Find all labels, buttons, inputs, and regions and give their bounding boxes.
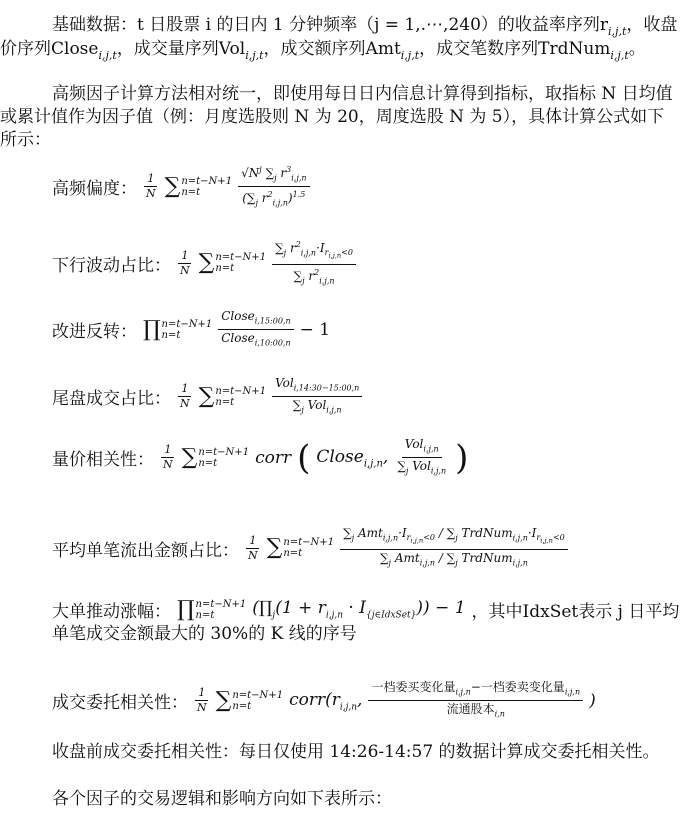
para2-line2: 或累计值作为因子值（例：月度选股则 N 为 20，周度选股 N 为 5），具体计算公式如下 (0, 107, 665, 127)
formula-label: 平均单笔流出金额占比： (52, 540, 239, 561)
formula-skewness: 高频偏度： $\frac{1}{N}$ ∑ n=t−N+1 n=t $\frac{√N^j \sum_j r^3_{i,j,n}}{(\sum_j r^2_{i,j,n})^{1.5}}$ (52, 163, 310, 211)
para4: 各个因子的交易逻辑和影响方向如下表所示： (52, 789, 392, 809)
formula-reversal: 改进反转： ∏ n=t−N+1 n=t $\frac{Close_{i,15:00,n}}{Close_{i,10:00,n}}$ − 1 (52, 309, 331, 348)
para1-line2: 价序列Close$_{i,j,t}$，成交量序列Vol$_{i,j,t}$，成交额序列Amt$_{i,j,t}$，成交笔数序列TrdNum$_{i,j,t}$。 (0, 39, 646, 62)
formula-label: 改进反转： (52, 322, 137, 343)
formula-label: 下行波动占比： (52, 255, 171, 276)
formula-price-volume-corr: 量价相关性： $\frac{1}{N}$ ∑ n=t−N+1 n=t corr ( Close$_{i,j,n}$, $\frac{Vol_{i,j,n}}{\sum_j Vol_{i,j,n}}$ ) (52, 437, 469, 478)
formula-outflow-ratio: 平均单笔流出金额占比： $\frac{1}{N}$ ∑ n=t−N+1 n=t $\frac{\sum_j Amt_{i,j,n}\cdot I_{r_{i,j,n}<0} / \sum_j TrdNum_{i,j,n}\cdot I_{r_{i,j,n}<0}}{\sum_j Amt_{i,j,n} / \sum_j TrdNum_{i,j,n}}$ (52, 526, 568, 570)
formula-downside-vol: 下行波动占比： $\frac{1}{N}$ ∑ n=t−N+1 n=t $\frac{\sum_j r^2_{i,j,n}\cdot I_{r_{i,j,n}<0}}{\sum_j r^2_{i,j,n}}$ (52, 238, 356, 288)
formula-7-line2: 单笔成交金额最大的 30%的 K 线的序号 (52, 624, 357, 644)
formula-tail-volume: 尾盘成交占比： $\frac{1}{N}$ ∑ n=t−N+1 n=t $\frac{Vol_{i,14:30-15:00,n}}{\sum_j Vol_{i,j,n}}$ (52, 376, 362, 418)
formula-trade-order-corr: 成交委托相关性： $\frac{1}{N}$ ∑ n=t−N+1 n=t $corr(r_{i,j,n}$, $\frac{一档委买变化量_{i,j,n}-一档委卖变化量_{i,j,n}}{流通股本_{i,n}}$ ) (52, 680, 596, 719)
formula-label: 大单推动涨幅： (52, 602, 171, 622)
para2-line3: 所示： (0, 130, 51, 150)
para1-line1: 基础数据：t 日股票 i 的日内 1 分钟频率（j = 1,.⋯,240）的收益率序列$r_{i,j,t}$，收盘 (52, 15, 678, 38)
para2-line1: 高频因子计算方法相对统一，即使用每日日内信息计算得到指标，取指标 N 日均值 (52, 84, 673, 104)
formula-big-order-push: 大单推动涨幅： ∏ n=t−N+1 n=t $(\prod_j(1 + r_{i,j,n} \cdot I_{\{j\in IdxSet\}})) - 1$ ，其中IdxSet表示 j 日平均 (52, 596, 680, 622)
formula-label: 量价相关性： (52, 450, 154, 471)
formula-label: 高频偏度： (52, 179, 137, 200)
formula-label: 尾盘成交占比： (52, 389, 171, 410)
para3: 收盘前成交委托相关性：每日仅使用 14:26-14:57 的数据计算成交委托相关性。 (52, 742, 660, 762)
formula-label: 成交委托相关性： (52, 693, 188, 714)
formula-7-tail: ，其中IdxSet表示 j 日平均 (471, 602, 680, 622)
